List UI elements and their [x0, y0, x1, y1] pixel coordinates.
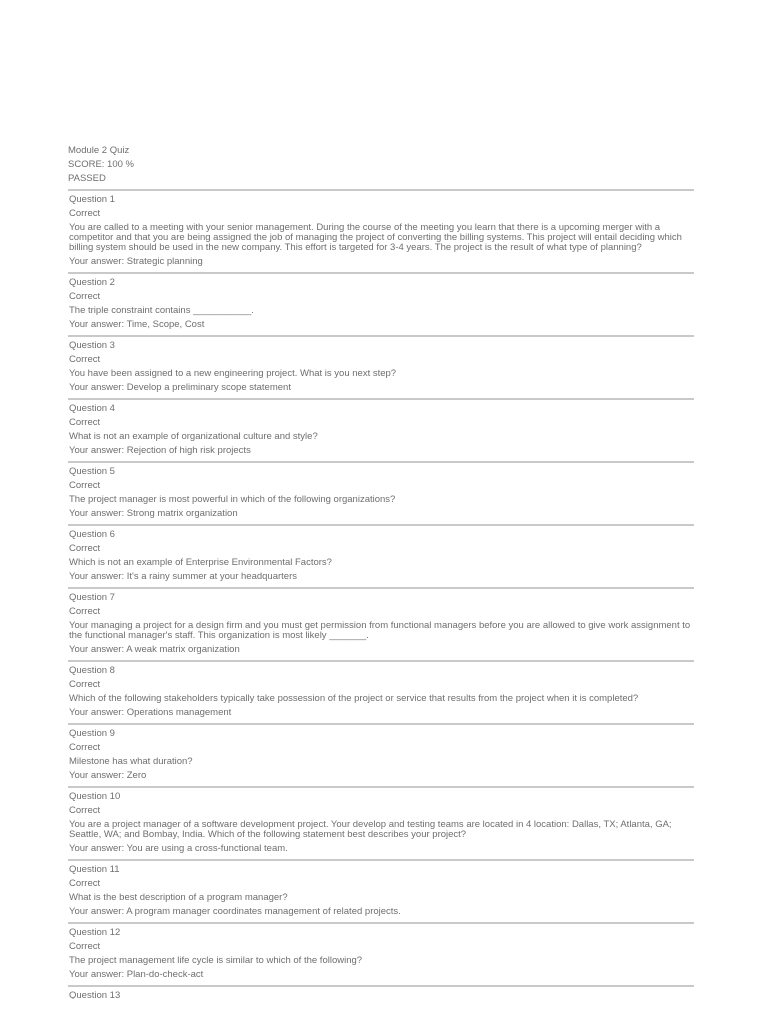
divider: [68, 985, 694, 987]
question-block: [69, 276, 694, 333]
question-answer: Your answer: Rejection of high risk projects: [69, 445, 251, 456]
question-text: The project management life cycle is similar to which of the following?: [69, 955, 363, 966]
question-result: Correct: [69, 606, 101, 617]
question-label: Question 6: [69, 529, 115, 540]
question-result: Correct: [69, 480, 101, 491]
question-result: Correct: [69, 291, 101, 302]
question-block: [69, 591, 694, 658]
question-result: Correct: [69, 805, 101, 816]
question-text: Your managing a project for a design firm and you must get permission from functional managers before you are allowed to give work assignment to the functional manager's staff. This organization is most likely _______.: [69, 620, 691, 641]
question-text: What is the best description of a program manager?: [69, 892, 288, 903]
question-answer: Your answer: You are using a cross-functional team.: [69, 843, 288, 854]
question-label: Question 13: [69, 990, 121, 999]
question-block: [69, 528, 694, 585]
question-block: [69, 727, 694, 784]
question-label: Question 8: [69, 665, 115, 676]
divider: [68, 272, 694, 274]
divider: [68, 335, 694, 337]
question-label: Question 1: [69, 194, 115, 205]
question-block: [69, 790, 694, 857]
divider: [68, 660, 694, 662]
question-result: Correct: [69, 742, 101, 753]
question-label: Question 12: [69, 927, 121, 938]
question-answer: Your answer: A program manager coordinates management of related projects.: [69, 906, 401, 917]
question-answer: Your answer: Zero: [69, 770, 147, 781]
question-block: [69, 339, 694, 396]
question-block: [69, 664, 694, 721]
divider: [68, 786, 694, 788]
question-answer: Your answer: Strategic planning: [69, 256, 203, 267]
question-answer: Your answer: Plan-do-check-act: [69, 969, 204, 980]
question-result: Correct: [69, 543, 101, 554]
question-text: The triple constraint contains ___________.: [69, 305, 254, 316]
quiz-results-page: [69, 145, 694, 999]
question-answer: Your answer: Operations management: [69, 707, 232, 718]
question-block: [69, 193, 694, 270]
quiz-status: PASSED: [68, 173, 106, 184]
divider: [68, 587, 694, 589]
question-label: Question 5: [69, 466, 115, 477]
question-text: What is not an example of organizational culture and style?: [69, 431, 318, 442]
question-answer: Your answer: Develop a preliminary scope statement: [69, 382, 291, 393]
divider: [68, 723, 694, 725]
question-block: [69, 402, 694, 459]
divider: [68, 398, 694, 400]
question-answer: Your answer: A weak matrix organization: [69, 644, 240, 655]
question-label: Question 10: [69, 791, 121, 802]
question-answer: Your answer: It's a rainy summer at your headquarters: [69, 571, 297, 582]
question-result: Correct: [69, 941, 101, 952]
quiz-score: SCORE: 100 %: [68, 159, 134, 170]
question-answer: Your answer: Strong matrix organization: [69, 508, 238, 519]
question-text: You are a project manager of a software development project. Your develop and testing teams are located in 4 location: Dallas, TX; Atlanta, GA; Seattle, WA; and Bombay, India. Which of the following statement best describes your project?: [69, 819, 672, 840]
question-answer: Your answer: Time, Scope, Cost: [69, 319, 205, 330]
question-label: Question 11: [69, 864, 120, 875]
question-label: Question 7: [69, 592, 115, 603]
divider: [68, 922, 694, 924]
question-label: Question 2: [69, 277, 115, 288]
question-block: [69, 465, 694, 522]
question-text: Milestone has what duration?: [69, 756, 193, 767]
quiz-header: [69, 145, 694, 187]
question-partial: [69, 989, 694, 999]
question-result: Correct: [69, 679, 101, 690]
question-text: You have been assigned to a new engineering project. What is you next step?: [69, 368, 397, 379]
divider: [68, 461, 694, 463]
question-result: Correct: [69, 354, 101, 365]
question-result: Correct: [69, 417, 101, 428]
question-result: Correct: [69, 878, 101, 889]
divider: [68, 524, 694, 526]
question-label: Question 3: [69, 340, 115, 351]
question-text: Which is not an example of Enterprise Environmental Factors?: [69, 557, 332, 568]
question-list: [69, 193, 694, 987]
question-block: [69, 926, 694, 983]
question-text: Which of the following stakeholders typically take possession of the project or service that results from the project when it is completed?: [69, 693, 639, 704]
question-label: Question 9: [69, 728, 115, 739]
question-label: Question 4: [69, 403, 115, 414]
question-text: The project manager is most powerful in which of the following organizations?: [69, 494, 396, 505]
divider: [68, 859, 694, 861]
question-text: You are called to a meeting with your senior management. During the course of the meeting you learn that there is a upcoming merger with a competitor and that you are being assigned the job of managing the project of converting the billing systems. This project will entail deciding which billing system should be used in the new company. This effort is targeted for 3-4 years. The project is the result of what type of planning?: [69, 222, 682, 253]
question-block: [69, 863, 694, 920]
divider: [68, 189, 694, 191]
quiz-title: Module 2 Quiz: [68, 145, 130, 156]
question-result: Correct: [69, 208, 101, 219]
